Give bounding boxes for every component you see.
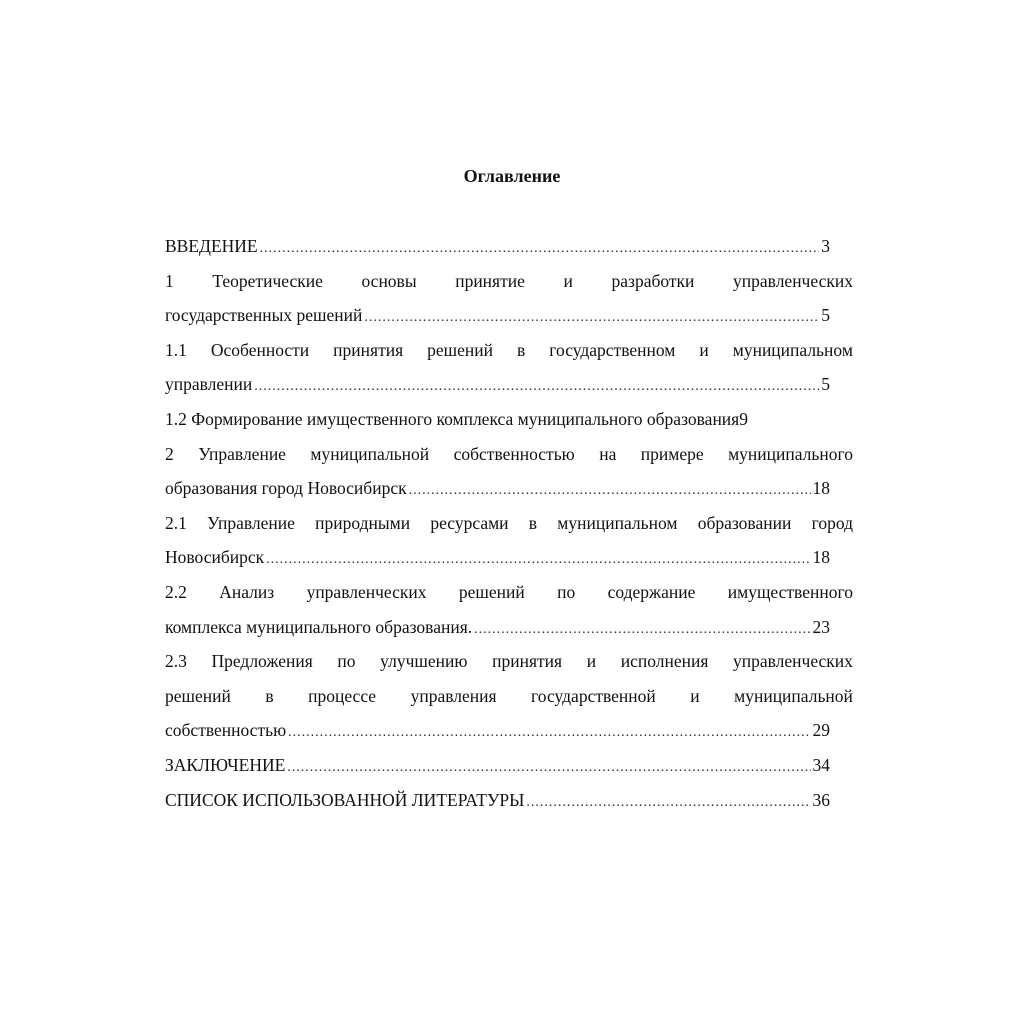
toc-entry-text: ЗАКЛЮЧЕНИЕ <box>165 754 286 775</box>
toc-entry[interactable] <box>165 748 853 783</box>
toc-entry-text: комплекса муниципального образования. <box>165 616 473 637</box>
toc-word: Анализ <box>219 581 275 602</box>
toc-entry-text: ВВЕДЕНИЕ <box>165 236 258 256</box>
toc-entry-text: СПИСОК ИСПОЛЬЗОВАННОЙ ЛИТЕРАТУРЫ <box>165 789 525 810</box>
toc-word: Теоретические <box>212 270 323 291</box>
toc-word: примере <box>640 443 704 464</box>
toc-word: и <box>563 270 573 291</box>
toc-page-number: 3 <box>821 236 830 256</box>
toc-page-number: 5 <box>821 305 830 326</box>
toc-word: решений <box>458 581 525 602</box>
toc-entry-line <box>165 679 853 714</box>
toc-word: управленческих <box>733 651 853 672</box>
toc-entry[interactable] <box>165 644 853 748</box>
toc-word: природными <box>315 512 411 533</box>
toc-word: разработки <box>611 270 695 291</box>
toc-word: Особенности <box>210 339 310 360</box>
toc-word: муниципальном <box>732 339 853 360</box>
toc-word: процессе <box>308 685 377 706</box>
toc-entry[interactable] <box>165 437 853 506</box>
toc-entry-text: управлении <box>165 374 253 395</box>
toc-entry-text: образования город Новосибирск <box>165 478 407 499</box>
toc-word: по <box>557 581 576 602</box>
toc-word: принятия <box>492 651 563 672</box>
toc-entry-text: государственных решений <box>165 305 363 326</box>
toc-page-number: 34 <box>812 754 830 775</box>
toc-entry[interactable] <box>165 229 853 264</box>
toc-page-number: 23 <box>812 616 830 637</box>
toc-entry-line <box>165 264 853 299</box>
toc-entry-text: собственностью <box>165 720 287 741</box>
toc-word: Управление <box>198 443 286 464</box>
toc-entry[interactable] <box>165 333 853 402</box>
toc-entry-line <box>165 644 853 679</box>
toc-page-number: 9 <box>739 408 748 429</box>
dot-leader <box>364 301 819 333</box>
toc-word: и <box>699 339 709 360</box>
toc-word: государственной <box>531 685 656 706</box>
dot-leader <box>260 232 820 264</box>
toc-word: управления <box>410 685 497 706</box>
dot-leader <box>526 786 810 818</box>
dot-leader <box>287 751 810 783</box>
toc-word: 2.2 <box>165 581 187 602</box>
toc-word: в <box>265 685 274 706</box>
toc-title: Оглавление <box>463 166 561 186</box>
toc-word: образовании <box>697 512 792 533</box>
toc-word: в <box>517 339 526 360</box>
toc-word: муниципальной <box>734 685 853 706</box>
toc-entry[interactable] <box>165 506 853 575</box>
toc-word: в <box>528 512 538 533</box>
toc-entry-line <box>165 575 853 610</box>
toc-word: и <box>690 685 700 706</box>
toc-entry[interactable] <box>165 264 853 333</box>
toc-word: принятие <box>455 270 525 291</box>
toc-word: улучшению <box>380 651 468 672</box>
toc-word: решений <box>427 339 493 360</box>
toc-word: имущественного <box>727 581 853 602</box>
toc-entry-text: 1.2 Формирование имущественного комплекса муниципального образования <box>165 408 740 429</box>
toc-entry-line <box>165 437 853 472</box>
dot-leader <box>254 370 819 402</box>
toc-word: содержание <box>607 581 696 602</box>
toc-entry-text: Новосибирск <box>165 547 265 568</box>
toc-word: на <box>599 443 617 464</box>
toc-word: по <box>337 651 356 672</box>
toc-word: 1 <box>165 270 174 291</box>
toc-word: государственном <box>549 339 676 360</box>
toc-word: собственностью <box>453 443 575 464</box>
toc-word: муниципальном <box>557 512 678 533</box>
dot-leader <box>288 716 810 748</box>
dot-leader <box>409 474 811 506</box>
toc-page-number: 18 <box>812 478 830 499</box>
toc-page-number: 36 <box>812 789 830 810</box>
toc-word: 1.1 <box>165 339 187 360</box>
toc-word: 2.1 <box>165 512 187 533</box>
toc-word: основы <box>361 270 417 291</box>
toc-word: ресурсами <box>430 512 509 533</box>
toc-word: решений <box>165 685 231 706</box>
toc-word: и <box>586 651 597 672</box>
toc-page-number: 29 <box>812 720 830 741</box>
toc-word: муниципальной <box>310 443 430 464</box>
toc-word: город <box>811 512 853 533</box>
toc-word: Предложения <box>211 651 313 672</box>
toc-entry-line <box>165 506 853 541</box>
toc-word: 2 <box>165 443 174 464</box>
toc-word: исполнения <box>620 651 709 672</box>
toc-entry-line <box>165 333 853 368</box>
toc-entry[interactable] <box>165 783 853 818</box>
dot-leader <box>266 543 810 575</box>
toc-entry[interactable] <box>165 402 853 437</box>
toc-word: принятия <box>333 339 404 360</box>
toc-word: муниципального <box>728 443 853 464</box>
table-of-contents <box>165 229 853 817</box>
toc-word: Управление <box>207 512 295 533</box>
toc-entry[interactable] <box>165 575 853 644</box>
toc-word: управленческих <box>306 581 427 602</box>
toc-page-number: 18 <box>812 547 830 568</box>
dot-leader <box>474 613 810 645</box>
toc-page-number: 5 <box>821 374 830 395</box>
toc-word: управленческих <box>733 270 853 291</box>
toc-word: 2.3 <box>165 651 187 672</box>
